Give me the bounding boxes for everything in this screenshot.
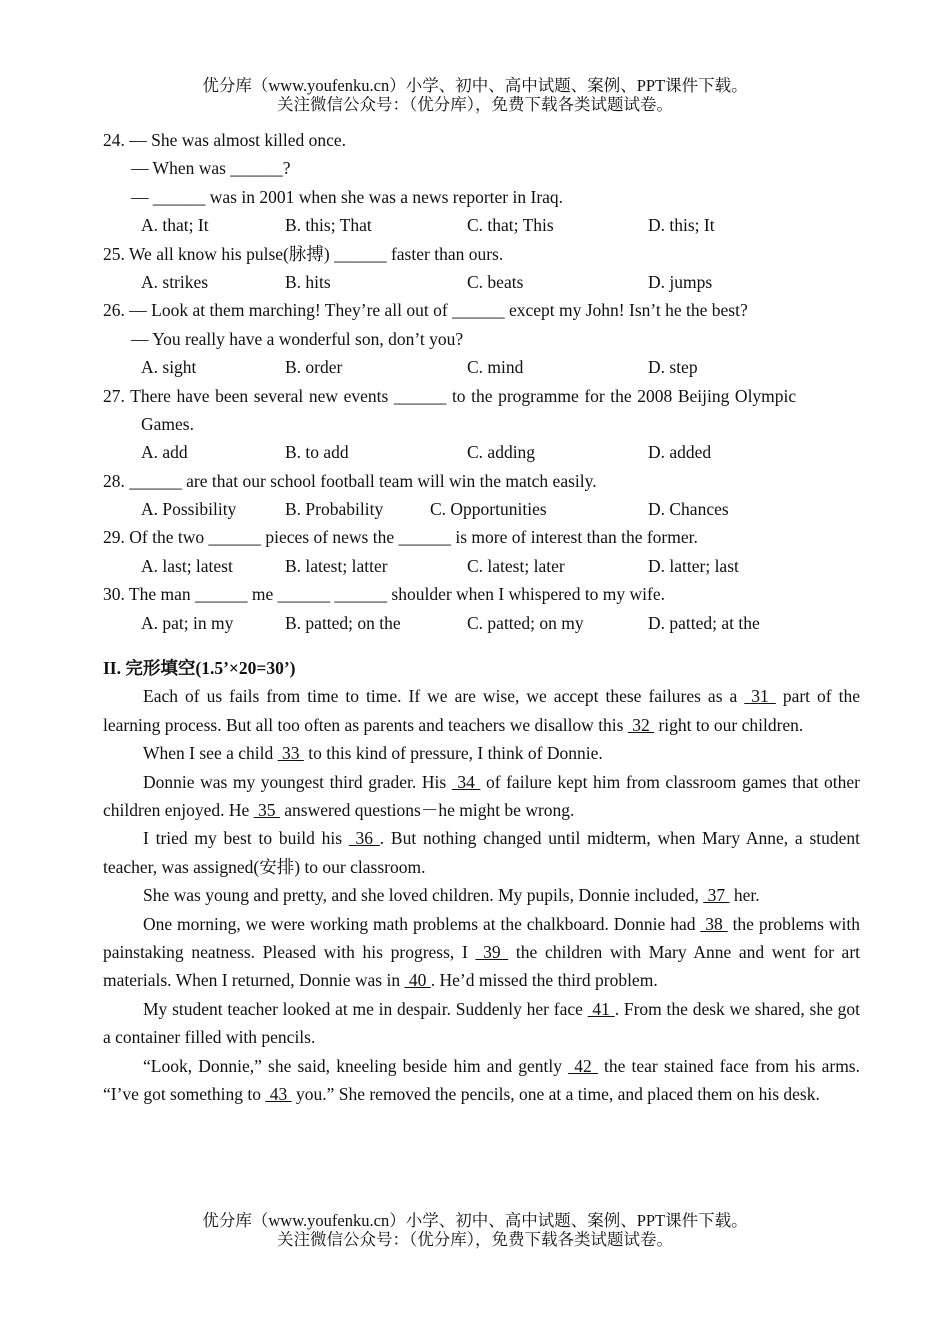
header-line-1: 优分库（www.youfenku.cn）小学、初中、高中试题、案例、PPT课件下载。 bbox=[202, 76, 748, 95]
page-footer bbox=[0, 1211, 950, 1249]
cloze-paragraph-7: My student teacher looked at me in despair. Suddenly her face 41 . From the desk we shared, she got a container filled with pencils. bbox=[103, 998, 861, 1048]
option-a[interactable]: A. last; latest bbox=[141, 555, 233, 576]
option-c[interactable]: C. patted; on my bbox=[467, 612, 584, 633]
option-b[interactable]: B. patted; on the bbox=[285, 612, 401, 633]
option-c[interactable]: C. Opportunities bbox=[430, 499, 547, 520]
blank-31[interactable]: 31 bbox=[744, 686, 776, 707]
option-c[interactable]: C. beats bbox=[467, 271, 524, 292]
blank-35[interactable]: 35 bbox=[253, 800, 280, 821]
options-row bbox=[103, 268, 860, 296]
option-a[interactable]: A. add bbox=[141, 442, 188, 463]
footer-line-1: 优分库（www.youfenku.cn）小学、初中、高中试题、案例、PPT课件下载。 bbox=[202, 1211, 748, 1230]
option-d[interactable]: D. added bbox=[648, 442, 712, 463]
option-d[interactable]: D. jumps bbox=[648, 271, 713, 292]
footer-line-2: 关注微信公众号：（优分库），免费下载各类试题试卷。 bbox=[277, 1230, 673, 1249]
cloze-paragraph-3: Donnie was my youngest third grader. His 34 of failure kept him from classroom games that other children enjoyed. He 35 answered questions－he might be wrong. bbox=[103, 771, 860, 821]
question-27 bbox=[103, 382, 860, 467]
option-d[interactable]: D. step bbox=[648, 357, 698, 378]
cloze-paragraph-8: “Look, Donnie,” she said, kneeling beside him and gently 42 the tear stained face from his arms. “I’ve got something to 43 you.” She removed the pencils, one at a time, and placed them on his desk. bbox=[103, 1055, 860, 1105]
question-stem: 25. We all know his pulse(脉搏) ______ faster than ours. bbox=[103, 243, 504, 264]
option-c[interactable]: C. mind bbox=[467, 357, 524, 378]
question-stem: 26. — Look at them marching! They’re all out of ______ except my John! Isn’t he the best? bbox=[103, 300, 748, 321]
option-c[interactable]: C. latest; later bbox=[467, 555, 565, 576]
question-28 bbox=[103, 467, 860, 524]
blank-34[interactable]: 34 bbox=[451, 771, 481, 792]
blank-32[interactable]: 32 bbox=[627, 714, 655, 735]
question-30 bbox=[103, 580, 860, 637]
question-stem: 24. — She was almost killed once. bbox=[103, 130, 347, 150]
cloze-paragraph-6: One morning, we were working math problems at the chalkboard. Donnie had 38 the problems with painstaking neatness. Pleased with his progress, I 39 the children with Mary Anne and went for art materials. When I returned, Donnie was in 40 . He’d missed the third problem. bbox=[103, 913, 861, 991]
cloze-paragraph-4: I tried my best to build his 36 . But nothing changed until midterm, when Mary Anne, a student teacher, was assigned(安排) to our classroom. bbox=[103, 828, 860, 877]
option-a[interactable]: A. pat; in my bbox=[141, 612, 234, 633]
option-a[interactable]: A. that; It bbox=[141, 215, 209, 236]
blank-43[interactable]: 43 bbox=[265, 1084, 292, 1105]
question-25 bbox=[103, 240, 860, 297]
page-content bbox=[103, 126, 860, 1109]
option-d[interactable]: D. patted; at the bbox=[648, 612, 760, 633]
option-a[interactable]: A. sight bbox=[141, 357, 197, 378]
blank-42[interactable]: 42 bbox=[568, 1055, 598, 1076]
option-d[interactable]: D. Chances bbox=[648, 499, 729, 520]
question-29 bbox=[103, 523, 860, 580]
question-stem: 27. There have been several new events ______ to the programme for the 2008 Beijing Olympic bbox=[103, 385, 797, 406]
options-row bbox=[103, 211, 860, 239]
cloze-paragraph-1: Each of us fails from time to time. If we are wise, we accept these failures as a 31 part of the learning process. But all too often as parents and teachers we disallow this 32 right to our children. bbox=[103, 686, 860, 735]
question-dialog-line: — You really have a wonderful son, don’t you? bbox=[131, 328, 464, 349]
option-b[interactable]: B. hits bbox=[285, 271, 331, 292]
option-c[interactable]: C. that; This bbox=[467, 215, 554, 236]
option-c[interactable]: C. adding bbox=[467, 442, 536, 463]
blank-37[interactable]: 37 bbox=[703, 885, 730, 906]
option-d[interactable]: D. latter; last bbox=[648, 555, 739, 576]
option-b[interactable]: B. latest; latter bbox=[285, 555, 388, 576]
cloze-paragraph-2: When I see a child 33 to this kind of pressure, I think of Donnie. bbox=[143, 743, 603, 764]
blank-39[interactable]: 39 bbox=[475, 942, 509, 963]
question-stem: 29. Of the two ______ pieces of news the ______ is more of interest than the former. bbox=[103, 527, 698, 548]
option-d[interactable]: D. this; It bbox=[648, 215, 715, 236]
blank-33[interactable]: 33 bbox=[277, 743, 304, 764]
question-dialog-line: — When was ______? bbox=[131, 158, 291, 179]
page-header bbox=[0, 76, 950, 114]
options-row bbox=[103, 495, 860, 523]
blank-36[interactable]: 36 bbox=[348, 828, 380, 849]
question-stem: 28. ______ are that our school football team will win the match easily. bbox=[103, 470, 597, 491]
section-title: II. 完形填空(1.5’×20=30’) bbox=[103, 658, 296, 679]
option-b[interactable]: B. Probability bbox=[285, 499, 384, 520]
question-26 bbox=[103, 296, 860, 381]
option-b[interactable]: B. to add bbox=[285, 442, 349, 463]
option-b[interactable]: B. this; That bbox=[285, 215, 372, 236]
question-dialog-line: — ______ was in 2001 when she was a news reporter in Iraq. bbox=[131, 186, 564, 207]
question-stem-continued: Games. bbox=[141, 413, 194, 434]
options-row bbox=[103, 552, 860, 580]
question-stem: 30. The man ______ me ______ ______ shoulder when I whispered to my wife. bbox=[103, 584, 666, 605]
option-b[interactable]: B. order bbox=[285, 357, 343, 378]
question-24 bbox=[103, 126, 860, 240]
blank-38[interactable]: 38 bbox=[700, 913, 728, 934]
option-a[interactable]: A. Possibility bbox=[141, 499, 237, 520]
blank-41[interactable]: 41 bbox=[587, 998, 615, 1019]
options-row bbox=[103, 353, 860, 381]
header-line-2: 关注微信公众号：（优分库），免费下载各类试题试卷。 bbox=[277, 95, 673, 114]
options-row bbox=[103, 609, 860, 637]
option-a[interactable]: A. strikes bbox=[141, 271, 209, 292]
options-row bbox=[103, 438, 860, 466]
blank-40[interactable]: 40 bbox=[404, 970, 431, 991]
cloze-paragraph-5: She was young and pretty, and she loved children. My pupils, Donnie included, 37 her. bbox=[143, 885, 760, 906]
